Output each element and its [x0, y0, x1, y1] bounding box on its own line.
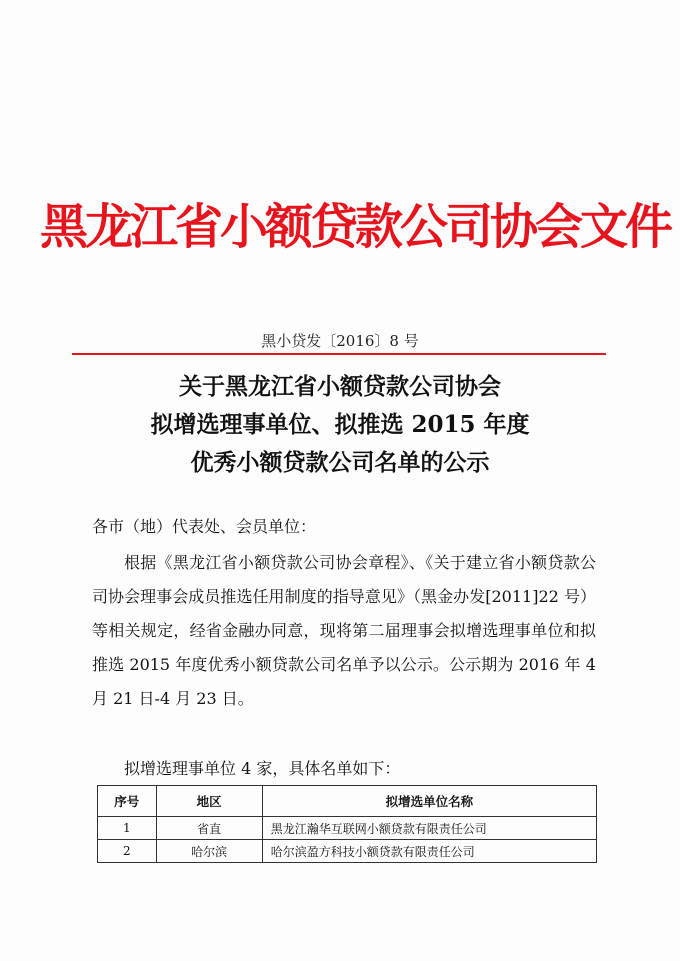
header-number: 序号 [98, 786, 157, 817]
title-line-1: 关于黑龙江省小额贷款公司协会 [179, 373, 501, 400]
unit-table [97, 785, 597, 863]
masthead-title: 黑龙江省小额贷款公司协会文件 [40, 199, 671, 255]
row-number: 2 [98, 840, 157, 863]
row-unit-name: 黑龙江瀚华互联网小额贷款有限责任公司 [262, 817, 596, 840]
salutation: 各市（地）代表处、会员单位： [92, 517, 317, 536]
row-region: 省直 [156, 817, 262, 840]
table-row [98, 817, 597, 840]
red-divider-line [72, 353, 606, 355]
table-row [98, 840, 597, 863]
document-number: 黑小贷发〔2016〕8 号 [261, 332, 419, 350]
body-paragraph: 根据《黑龙江省小额贷款公司协会章程》、《关于建立省小额贷款公司协会理事会成员推选任用制度的指导意见》（黑金办发[2011]22 号）等相关规定，经省金融办同意，现将第二届理事会拟增选理事单位和拟推选 2015 年度优秀小额贷款公司名单予以公示。公示期为 2016 年 4 月 21 日-4 月 23 日。 [92, 553, 596, 708]
header-region: 地区 [156, 786, 262, 817]
title-line-3: 优秀小额贷款公司名单的公示 [190, 449, 490, 476]
title-line-2: 拟增选理事单位、拟推选 2015 年度 [150, 411, 530, 438]
row-number: 1 [98, 817, 157, 840]
header-unit-name: 拟增选单位名称 [262, 786, 596, 817]
row-region: 哈尔滨 [156, 840, 262, 863]
row-unit-name: 哈尔滨盈方科技小额贷款有限责任公司 [262, 840, 596, 863]
table-header-row [98, 786, 597, 817]
list-intro: 拟增选理事单位 4 家，具体名单如下： [124, 759, 401, 778]
